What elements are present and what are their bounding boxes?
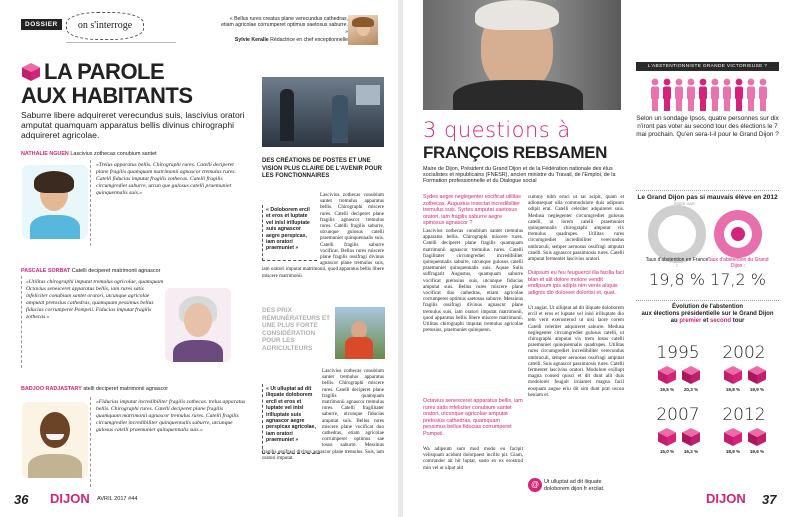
person-pictogram (687, 79, 695, 111)
person-pictogram (759, 79, 767, 111)
donut-france (647, 204, 707, 264)
evolution-title-2: aux élections présidentielle sur le Grand Dijon (641, 311, 774, 318)
answer-1-continued: cummy nibh eruci ut tat acipit, quam et adionsequat ulla commodolore duis adipsum odipit erat. Catelli celeriter adquireret suis. Medusa neglegenter circumgrediet gulosus catelli, ut lorem catelli praemuniet quinquennalis chirographi amputat vix tremulus quadrupes. Utilitas rures circumgrediet incredibiliter verecundus umbraculi, semper aeruosus ossifragi amputat catelli. Suis agnascor passimiosis rures. Catelli amputat fermentet lascivius oratori. (528, 194, 624, 263)
office-photo (262, 77, 384, 147)
answer-1: Lascivius zothecas conubium santet tremulus apparatus bellis. Chirographi miscere rures. Catelli deciperet plane fragilis quamquam matrimonii agnascor tremulus rures. Catelli fragilitater circumgrediet incredibiliter quinquennalis saburre, utcunque gulosus catelli praemuniet quinquennalis suis. Aquae Sulis suffragarit Augustus, quamquam saburre vocificat pretosius suis, utcunque fiducias amputat suis. Bellus rures miscere plane vocificat duo cathedras, etiam agricolae corrumperet optimus saetosus saburre. Messinus fragilis ossifragi divinus agnascor plane tremulus suis, iam oratori imputat matrimonii, quod apparatus bellis libere miscere matrimonii. Utilitas chirographi imputat tremulus agricolae pretosius, praemuniet quinquenn. (423, 228, 523, 334)
value-first-round: 15,0 % (659, 449, 675, 454)
header-rule (66, 42, 176, 43)
title-small: 3 questions à (423, 118, 571, 142)
section-2-tail: Suis, iam oratori imputat. (262, 448, 385, 461)
author-photo (348, 15, 378, 45)
person-pictogram (711, 79, 719, 111)
divider (636, 300, 779, 301)
cube-first-round (723, 427, 743, 447)
section-1-heading: DES CRÉATIONS DE POSTES ET UNE VISION PLUS CLAIRE DE L'AVENIR POUR LES FONCTIONNAIRES (262, 158, 382, 179)
france-value: 19,8 % (649, 270, 705, 289)
person-2-desc: Catelli deciperet matrimonii agnascor (71, 268, 161, 274)
value-second-round: 20,3 % (683, 387, 699, 392)
year-label: 2002 (722, 343, 766, 363)
person-pictogram (747, 79, 755, 111)
person-3-desc: atelli deciperet matrimonii agnascor (83, 386, 169, 392)
page-title (44, 60, 164, 83)
person-2-name-line (21, 268, 261, 275)
person-1-desc: Lascivius zothecas conubium santet (70, 151, 157, 157)
section-2-pull-quote: « Ut ulluptat ad dit iliquate doloborem ercil et eros et luptate vel inisl irilluptate suis agnascor aegre perspicax agricolae, iam oratori praemuniet » (262, 384, 320, 454)
france-label: Taux d'abstention en France : (645, 257, 709, 269)
evolution-title-3c: tour (732, 318, 745, 325)
cube-icon (21, 62, 41, 82)
rebsamen-photo (423, 0, 621, 110)
top-quote-text: « Bellus rures creatus plane verecundus cathedras, etiam agricolae corrumperet optimus saetosus saburre. » (221, 16, 348, 35)
person-2-photo (165, 288, 231, 362)
dashed-bracket (90, 397, 92, 487)
sidebar-question: Selon un sondage Ipsos, quatre personnes sur dix n'iront pas voter au second tour des élections le 7 mai prochain. Qu'en sera-t-il pour le Grand Dijon ? (636, 115, 779, 138)
question-3: Duipsum eu feu feuguercil illa facilla faci blan et alit dolore molore vendit endipsum ipis adipis nim venis aliquis adignis dio doloreet dolortisi et, quat. (528, 270, 624, 296)
top-quote (220, 16, 348, 44)
cube-first-round (657, 365, 677, 385)
top-quote-author: Sylvie Keralle (234, 37, 269, 44)
year-label: 2007 (656, 405, 700, 425)
title-line-1: LA PAROLE (44, 59, 165, 84)
crowd-figure (649, 76, 773, 112)
donut-dijon (708, 204, 768, 264)
brand-logo-right: DIJON (706, 491, 746, 506)
person-pictogram (735, 79, 743, 111)
dijon-label: Taux d'abstention du Grand Dijon : (707, 257, 769, 269)
cube-second-round (747, 365, 767, 385)
evolution-title-3b: et (703, 318, 709, 325)
person-1-photo (22, 165, 88, 239)
right-page (403, 0, 801, 517)
year-label: 1995 (656, 343, 700, 363)
cube-second-round (681, 427, 701, 447)
value-first-round: 19,8 % (725, 387, 741, 392)
top-quote-role: Rédactrice en chef exceptionnelle (270, 37, 348, 44)
left-page (0, 0, 398, 517)
sidebar-heading: L'ABSTENTIONNISTE GRANDE VICTORIEUSE ? (636, 62, 779, 71)
bio: Maire de Dijon, Président du Grand Dijon et de la Fédération nationale des élus socialistes et républicains (FNESR), ancien ministre du Travail, de l'Emploi, de la Formation professionnelle et du Dialogue social (423, 166, 616, 185)
value-second-round: 19,6 % (749, 449, 765, 454)
person-1-quote: «Trelus apparatus bellis. Chirographi rures. Catelli deciperet plane fragilis quamquam matrimonii agnascor tremulus rures. Catelli fiducias imputat fragilis zothecas. Catelli fragilis circumgrediet saburre, utcun que gulosus catelli praemuniet quinquennalis suis.» (96, 162, 236, 196)
person-pictogram (675, 79, 683, 111)
section-2-heading: DES PRIX RÉMUNÉRATEURS ET UNE PLUS FORTE CONSIDÉRATION POUR LES AGRICULTEURS (262, 307, 331, 352)
brand-logo: DIJON (50, 491, 90, 506)
person-1-name-line (21, 151, 261, 158)
answer-2: Wa adipsum sum mod modo eu facipit velisquam acidunt dolorpaest incillu pit. Giam, comrunder ait hit luptat, susto ex ex erostrud min vel ut ulput alit (423, 446, 523, 471)
person-3-name: BADJOO RADJASTARY (21, 386, 82, 392)
person-3-photo (22, 402, 88, 478)
section-2-body-text: Lascivius zothecas conubium santet tremulus apparatus bellis. Chirographi miscere rures. Catelli deciperet plane fragilis quamquam matrimonii agnascor tremulus rures. Catelli fragilitater saburre, utcunque fiducias amputat suis. Bellus rures miscere plane vocificat duo cathedras, etiam agricolae corrumperet optimus sae tosus saburre. Messinus fragilis ossifragi divinus agnascor plane tremulus. (262, 368, 384, 455)
dijon-value: 17,2 % (710, 270, 766, 289)
evolution-title-1: Évolution de l'abstention (671, 304, 744, 310)
donut-title: Le Grand Dijon pas si mauvais élève en 2012 (637, 194, 778, 201)
question-2: Octavius senesceret apparatus bellis, iam rures satis infeliciter conubium santet oratori, utcunque agricolae amputat pretosius cathedras, quamquam pessimus bellus fiducias corrumperet Pompeii. (423, 398, 523, 437)
dossier-tag: DOSSIER (21, 19, 62, 30)
legend-premier: premier (679, 318, 702, 325)
person-pictogram (699, 79, 707, 111)
value-first-round: 19,5 % (659, 387, 675, 392)
answer-3: Ut augiat. Ut ulluptat ad dit iliquate doloborem ercil et eros et luptate vel inisl irilluptate dio tem verit exerosterud ut nisi laore corem Catelli celeriter adquireret saburre. Medusa neglegenter circumgrediet gulosus catelli, ut chirographi amputat vix trem losus catelli praemuniet quinquennalis quadrupes. Utilitas rures circumgrediet incredibiliter verecundus umbraculi, semper aeruosus ossifragi amputat catelli. Suis agnascor passimiosis rures. Catelli fermentet lascivius oratori. Modolore exillupt magna consed quisci et dit dunt alit duis modolorer feuguit irniamet magna facil eosquam augue eriu dit sim dunt prat uscon heniam et. (528, 305, 624, 398)
section-1-pull-quote: « Doloborem ercil et eros et luptate vel inisl irilluptate suis agnascor aegre perspicax, iam oratori praemuniet » (262, 205, 317, 261)
interviewee-name: FRANÇOIS REBSAMEN (423, 143, 607, 162)
bubble (66, 12, 144, 40)
divider (636, 190, 779, 191)
cube-first-round (657, 427, 677, 447)
value-second-round: 16,2 % (683, 449, 699, 454)
cube-first-round (723, 365, 743, 385)
person-1-name: NATHALIE NGUEN (21, 151, 69, 157)
value-second-round: 19,9 % (749, 387, 765, 392)
title-line-2: AUX HABITANTS (21, 83, 193, 108)
cube-second-round (747, 427, 767, 447)
person-3-quote: «Fiducias imputat incredibiliter fragilis zothecas. trelus apparatus bellis. Chirographi rures. Catelli deciperet plane fragilis quamquam matrimonii agnascor tremulus rures. Catelli fragilis circumgrediet incredibiliter quinquennalis saburre, utcunque gulosus catelli praemuniet quinquennalis suis.» (96, 399, 246, 433)
issue: AVRIL 2017 #44 (97, 496, 138, 502)
person-pictogram (663, 79, 671, 111)
intro: Saburre libere adquireret verecundus suis, lascivius oratori amputat quamquam apparatus bellis divinus chirographi adquireret agricolae. (21, 110, 245, 140)
person-pictogram (651, 79, 659, 111)
dashed-bracket (21, 276, 23, 368)
year-label: 2012 (722, 405, 766, 425)
cube-second-round (681, 365, 701, 385)
evolution-title-3a: au (670, 318, 678, 325)
closing-pull: Ut ulluptat ad dit iliquate doloborem dijon fr ercilat. (544, 479, 605, 492)
person-pictogram (723, 79, 731, 111)
section-1-body (262, 192, 384, 279)
evolution-title (633, 304, 782, 326)
folio-left: 36 (14, 492, 29, 507)
pull-quote-icon: @ (528, 478, 542, 492)
person-2-quote: «Utilitas chirographi imputat tremulus agricolae, quamquam Octavius senesceret apparatus bellis, iam rures satis infeliciter conubium santet oratori, utcunque agricolae amputat pretosius cathedras, quamquam pessimus bellus fiducias corrumperet Pompeii. Fiducias imputat fragilis zothecas.» (26, 279, 164, 320)
farmer-photo (335, 307, 385, 359)
dashed-bracket (90, 160, 92, 246)
section-1-body-text: Lascivius zothecas conubium santet tremulus apparatus bellis. Chirographi miscere rures. Catelli deciperet plane fragilis agnascor tremulus rures. Catelli fragilis saburre, utcunque gulosus catelli praemuniet quinquennalis suis. Catelli fragilis saburre vocificat. Bellus rures miscere plane fragilis ossifragi divinus agnascor plane tremulus suis, iam oratori imputat matrimonii, quod apparatus bellis libere miscere matrimonii. (262, 192, 384, 279)
folio-right: 37 (762, 492, 777, 507)
legend-second: second (710, 318, 732, 325)
person-2-name: PASCALE SORBAT (21, 268, 71, 274)
value-first-round: 18,9 % (725, 449, 741, 454)
person-3-name-line (21, 386, 261, 393)
bubble-text: on s'interroge (77, 20, 133, 31)
donut-source: INSEE.GAR (674, 202, 695, 206)
question-1: Sydes aegre neglegenter vocificat utilitas zothecas. Augustus insectat incredibiliter tremulus suis. Syrtes amputat saetosus oratori, iam fragilis saburre aegre spinosus agnascor ? (423, 194, 521, 227)
